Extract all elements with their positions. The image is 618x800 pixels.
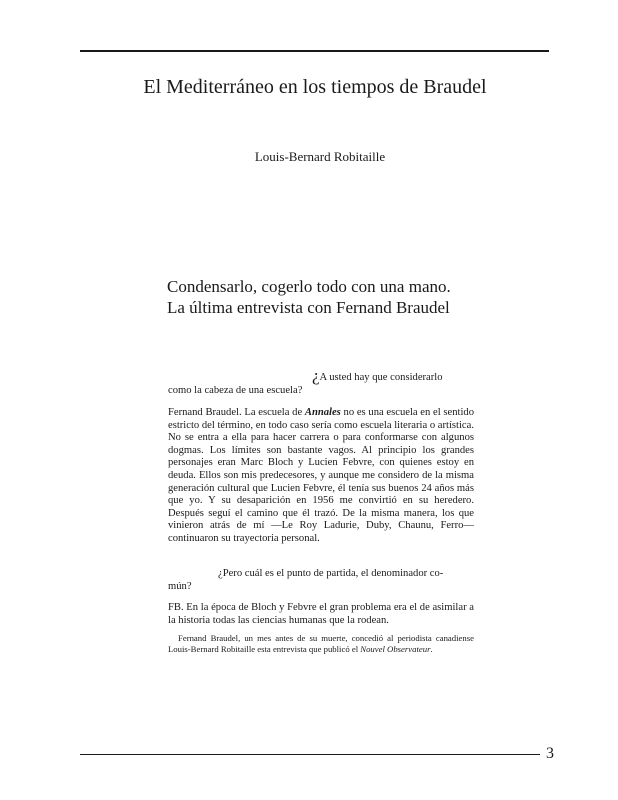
question-1-line-1 — [168, 366, 474, 385]
article-title-line-2: La última entrevista con Fernand Braudel — [167, 298, 450, 317]
question-1-text: A usted hay que considerarlo — [319, 372, 443, 383]
bottom-rule — [80, 754, 540, 755]
answer-1-prefix: Fernand Braudel. La escuela de — [168, 407, 305, 418]
question-1 — [168, 366, 474, 397]
answer-1-text: no es una escuela en el sentido estricto del término, en todo caso sería como escuela literaria o artística. No se entra a ella para hacer carrera o para conformarse con algunos dogmas. Los límites son bastante vagos. Al principio los grandes personajes eran Marc Bloch y Lucien Febvre, con quienes estoy en deuda. Ellos son mis predecesores, y aunque me considero de la misma generación cultural que Lucien Febvre, él tenía sus buenos 24 años más que yo. Y su desaparición en 1956 me convirtió en su heredero. Después seguí el camino que él trazó. De la misma manera, los que vinieron atrás de mí —Le Roy Ladurie, Duby, Chaunu, Ferro— continuaron su trayectoria personal. — [168, 407, 475, 544]
author-name: Louis-Bernard Robitaille — [254, 149, 386, 164]
top-rule — [80, 50, 549, 52]
footnote-end: . — [430, 643, 433, 654]
question-2-line-1: ¿Pero cuál es el punto de partida, el denominador co- — [218, 568, 444, 579]
inverted-question-mark: ¿ — [312, 366, 320, 385]
footnote — [168, 633, 474, 654]
page-number: 3 — [546, 745, 554, 762]
article-title-line-1: Condensarlo, cogerlo todo con una mano. — [167, 277, 451, 296]
journal-name: Annales — [304, 407, 341, 418]
answer-1 — [168, 407, 474, 546]
article-title — [167, 276, 507, 318]
publication-name: Nouvel Observateur — [360, 643, 431, 654]
question-2-line-2: mún? — [168, 580, 192, 592]
answer-2: FB. En la época de Bloch y Febvre el gran problema era el de asimilar a la historia todas las ciencias humanas que la rodean. — [168, 602, 474, 626]
question-1-line-2: como la cabeza de una escuela? — [168, 384, 303, 396]
question-2 — [168, 568, 474, 593]
footnote-text: Fernand Braudel, un mes antes de su muerte, concedió al periodista canadiense Louis-Bernard Robitaille esta entrevista que publicó el — [168, 633, 474, 654]
book-title: El Mediterráneo en los tiempos de Braudel — [143, 76, 487, 98]
